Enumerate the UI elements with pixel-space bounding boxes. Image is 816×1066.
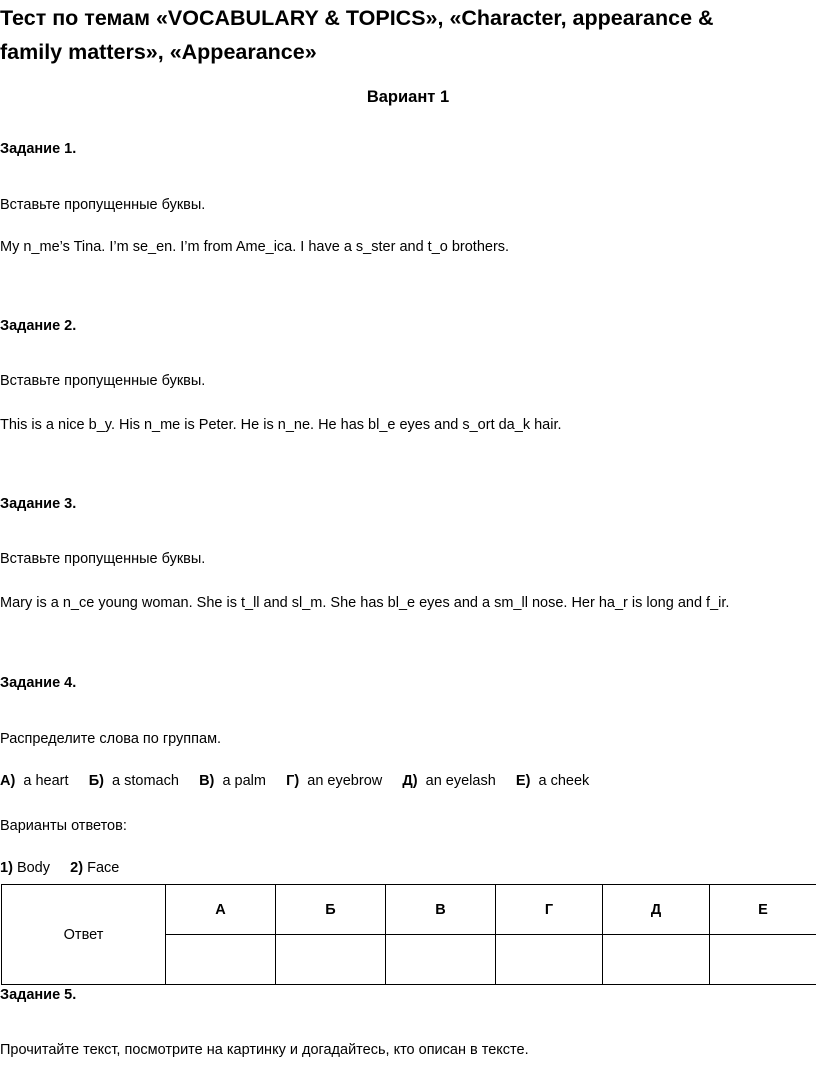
answer-cell[interactable] — [166, 935, 276, 985]
option-word: a heart — [23, 773, 69, 789]
option-d — [402, 773, 495, 789]
task-5-heading: Задание 5. — [0, 987, 77, 1003]
answer-cell[interactable] — [496, 935, 603, 985]
task-2-text: This is a nice b_y. His n_me is Peter. He is n_ne. He has bl_e eyes and s_ort da_k hair. — [0, 417, 562, 433]
answer-variants-label: Варианты ответов: — [0, 818, 127, 834]
option-letter: Е) — [515, 773, 531, 789]
answer-cell[interactable] — [710, 935, 816, 985]
choice-number: 2) — [70, 860, 84, 876]
answer-row-label: Ответ — [2, 885, 166, 985]
choice-1 — [0, 860, 50, 876]
answer-column-header: Г — [496, 885, 603, 935]
task-3-heading: Задание 3. — [0, 496, 77, 512]
task-4-heading: Задание 4. — [0, 675, 77, 691]
task-4-instruction: Распределите слова по группам. — [0, 731, 222, 747]
option-letter: В) — [199, 773, 215, 789]
answer-cell[interactable] — [386, 935, 496, 985]
task-3-instruction: Вставьте пропущенные буквы. — [0, 551, 206, 567]
answer-table-header-row — [2, 885, 816, 935]
page-title-line-1: Тест по темам «VOCABULARY & TOPICS», «Character, appearance & — [0, 6, 714, 30]
answer-column-header: Б — [276, 885, 386, 935]
task-5-instruction: Прочитайте текст, посмотрите на картинку и догадайтесь, кто описан в тексте. — [0, 1042, 529, 1058]
task-4-options — [0, 773, 589, 789]
task-1-instruction: Вставьте пропущенные буквы. — [0, 197, 206, 213]
option-word: a stomach — [112, 773, 179, 789]
option-e — [516, 773, 589, 789]
task-3-text: Mary is a n_ce young woman. She is t_ll and sl_m. She has bl_e eyes and a sm_ll nose. Her ha_r is long and f_ir. — [0, 595, 730, 611]
answer-choices — [0, 860, 119, 876]
option-word: an eyelash — [425, 773, 496, 789]
page-title-line-2: family matters», «Appearance» — [0, 40, 317, 64]
choice-number: 1) — [0, 860, 13, 876]
variant-heading: Вариант 1 — [366, 88, 450, 106]
answer-cell[interactable] — [603, 935, 710, 985]
answer-column-header: Е — [710, 885, 816, 935]
option-word: a cheek — [538, 773, 590, 789]
option-v — [199, 773, 266, 789]
option-word: an eyebrow — [307, 773, 383, 789]
option-a — [0, 773, 69, 789]
task-1-heading: Задание 1. — [0, 141, 77, 157]
option-word: a palm — [222, 773, 266, 789]
option-letter: Д) — [402, 773, 418, 789]
option-letter: А) — [0, 773, 16, 789]
choice-2 — [70, 860, 119, 876]
task-2-instruction: Вставьте пропущенные буквы. — [0, 373, 206, 389]
answer-column-header: В — [386, 885, 496, 935]
answer-cell[interactable] — [276, 935, 386, 985]
option-letter: Б) — [88, 773, 104, 789]
answer-column-header: А — [166, 885, 276, 935]
answer-column-header: Д — [603, 885, 710, 935]
choice-label: Face — [87, 860, 120, 876]
task-2-heading: Задание 2. — [0, 318, 77, 334]
choice-label: Body — [16, 860, 50, 876]
answer-table — [1, 884, 816, 985]
option-b — [89, 773, 179, 789]
task-1-text: My n_me’s Tina. I’m se_en. I’m from Ame_ica. I have a s_ster and t_o brothers. — [0, 239, 510, 255]
option-g — [286, 773, 382, 789]
option-letter: Г) — [286, 773, 300, 789]
